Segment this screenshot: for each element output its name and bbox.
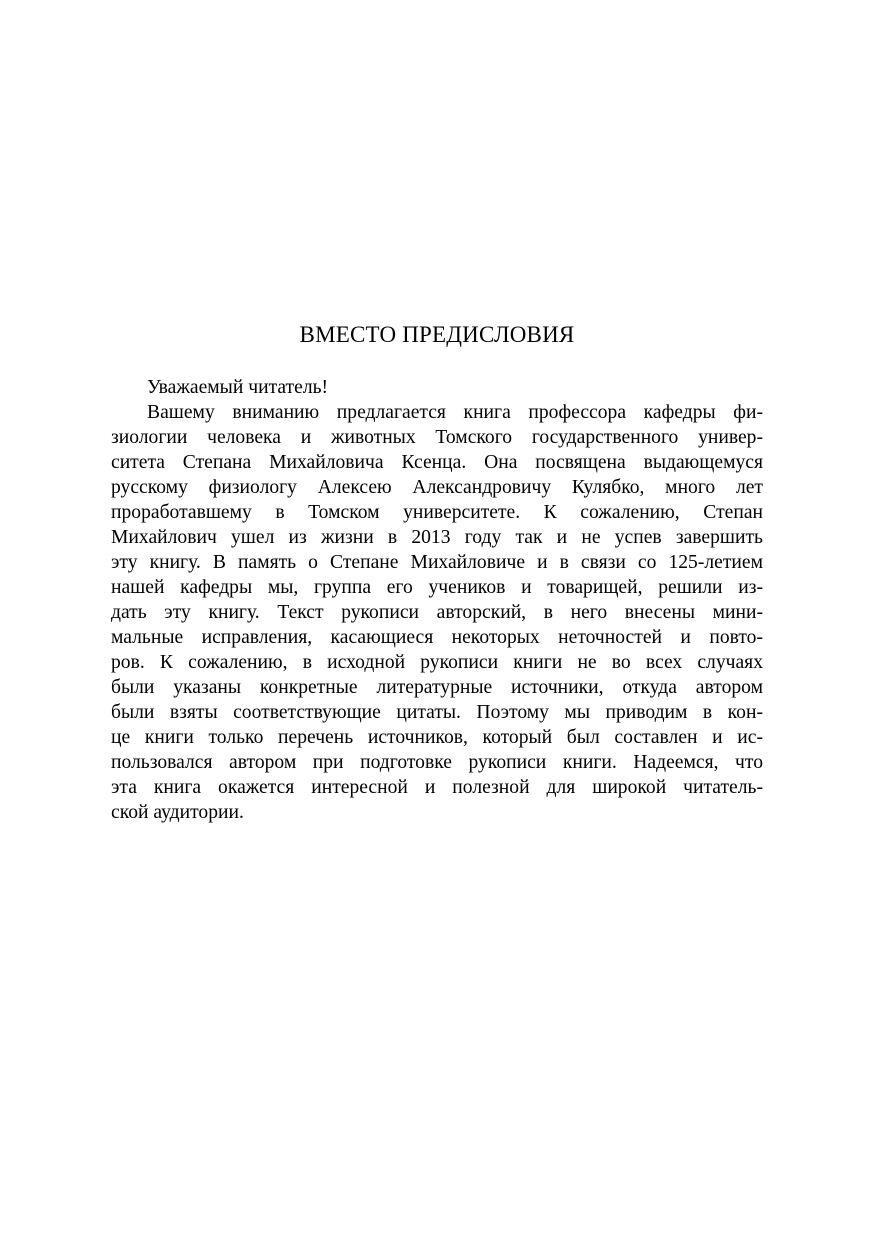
paragraph-line: Михайлович ушел из жизни в 2013 году так и не успев завершить — [111, 527, 763, 548]
preface-text — [111, 375, 763, 825]
paragraph-line: зиологии человека и животных Томского государственного универ- — [111, 427, 763, 448]
paragraph-line: проработавшему в Томском университете. К сожалению, Степан — [111, 502, 763, 523]
paragraph-line: ситета Степана Михайловича Ксенца. Она посвящена выдающемуся — [111, 452, 763, 473]
paragraph-line: дать эту книгу. Текст рукописи авторский, в него внесены мини- — [111, 602, 763, 623]
paragraph-line: эта книга окажется интересной и полезной для широкой читатель- — [111, 777, 763, 798]
paragraph-line: были взяты соответствующие цитаты. Поэтому мы приводим в кон- — [111, 702, 763, 723]
paragraph-line: ров. К сожалению, в исходной рукописи книги не во всех случаях — [111, 652, 763, 673]
paragraph-line: русскому физиологу Алексею Александровичу Кулябко, много лет — [111, 477, 763, 498]
paragraph-line: эту книгу. В память о Степане Михайловиче и в связи со 125-летием — [111, 552, 763, 573]
paragraph-line: мальные исправления, касающиеся некоторых неточностей и повто- — [111, 627, 763, 648]
paragraph-line: ской аудитории. — [111, 802, 244, 823]
page-title: ВМЕСТО ПРЕДИСЛОВИЯ — [299, 322, 575, 347]
paragraph-line: це книги только перечень источников, который был составлен и ис- — [111, 727, 763, 748]
paragraph-line: пользовался автором при подготовке рукописи книги. Надеемся, что — [111, 752, 763, 773]
greeting-line: Уважаемый читатель! — [147, 377, 329, 398]
paragraph-line: нашей кафедры мы, группа его учеников и товарищей, решили из- — [111, 577, 763, 598]
paragraph-line: Вашему вниманию предлагается книга профессора кафедры фи- — [147, 402, 763, 423]
paragraph-line: были указаны конкретные литературные источники, откуда автором — [111, 677, 763, 698]
